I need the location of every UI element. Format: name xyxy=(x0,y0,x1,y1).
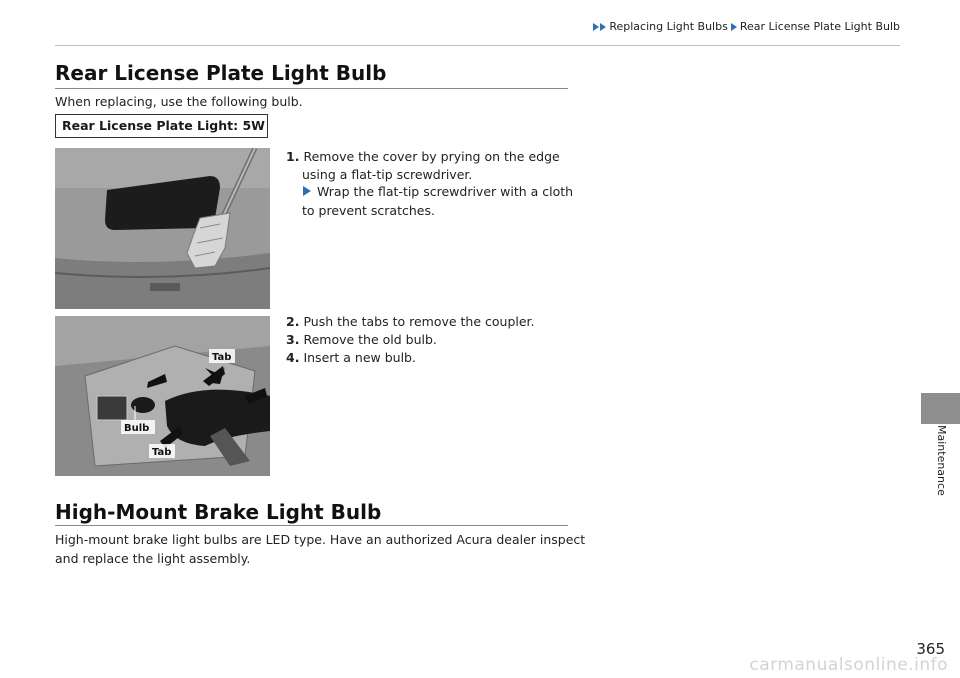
step-1 xyxy=(286,147,560,166)
breadcrumb-arrow-icon xyxy=(600,23,606,31)
section-title-high-mount: High-Mount Brake Light Bulb xyxy=(55,500,382,524)
step-text: Insert a new bulb. xyxy=(303,350,416,365)
breadcrumb-arrow-icon xyxy=(731,23,737,31)
step-2 xyxy=(286,312,535,331)
breadcrumb-arrow-icon xyxy=(593,23,599,31)
step-number: 2. xyxy=(286,314,300,329)
step-text: Remove the cover by prying on the edge xyxy=(303,149,560,164)
breadcrumb xyxy=(593,20,900,33)
label-tab-bottom: Tab xyxy=(152,447,172,458)
brake-body-line-2: and replace the light assembly. xyxy=(55,551,251,566)
photo-coupler-tabs xyxy=(55,316,270,476)
page-number: 365 xyxy=(916,640,945,658)
label-bulb: Bulb xyxy=(124,423,150,434)
bulb-spec-box: Rear License Plate Light: 5W xyxy=(55,114,268,138)
label-tab-top: Tab xyxy=(212,352,232,363)
brake-body-line-1: High-mount brake light bulbs are LED type. Have an authorized Acura dealer inspect xyxy=(55,532,586,547)
step-number: 3. xyxy=(286,332,300,347)
step-text: Push the tabs to remove the coupler. xyxy=(303,314,535,329)
photo-remove-cover xyxy=(55,148,270,309)
step-1-continued: using a flat-tip screwdriver. xyxy=(302,167,473,182)
intro-text: When replacing, use the following bulb. xyxy=(55,94,303,109)
tip-arrow-icon xyxy=(303,186,311,196)
side-tab-marker[interactable] xyxy=(921,393,960,424)
header-divider xyxy=(55,45,900,46)
step-text: Remove the old bulb. xyxy=(303,332,437,347)
breadcrumb-item-replacing-light-bulbs[interactable]: Replacing Light Bulbs xyxy=(609,20,728,33)
breadcrumb-item-rear-license-plate-light-bulb[interactable]: Rear License Plate Light Bulb xyxy=(739,20,900,33)
step-number: 4. xyxy=(286,350,300,365)
step-1-tip-line-2: to prevent scratches. xyxy=(302,203,435,218)
step-3 xyxy=(286,330,437,349)
step-1-tip-line-1: Wrap the flat-tip screwdriver with a cloth xyxy=(317,184,574,199)
step-number: 1. xyxy=(286,149,300,164)
section-title-divider xyxy=(55,88,568,89)
side-tab-label xyxy=(934,425,950,515)
step-4 xyxy=(286,348,416,367)
watermark: carmanualsonline.info xyxy=(749,655,948,675)
section-title-divider xyxy=(55,525,568,526)
side-tab-label-text: Maintenance xyxy=(935,425,948,496)
section-title-license-plate: Rear License Plate Light Bulb xyxy=(55,61,387,85)
